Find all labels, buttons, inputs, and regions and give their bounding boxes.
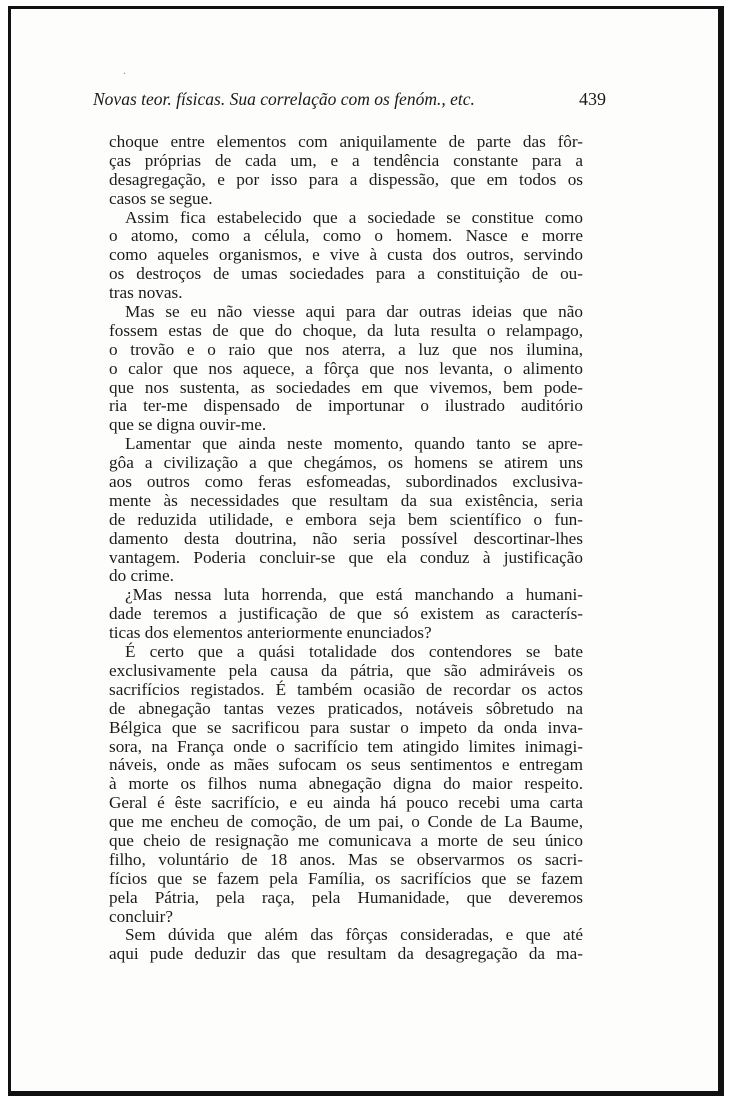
print-speck: ·: [123, 69, 127, 80]
text-line: ticas dos elementos anteriormente enunciados?: [109, 623, 432, 643]
text-line: como aqueles organismos, e vive à custa dos outros, servindo: [109, 245, 583, 265]
text-line: Lamentar que ainda neste momento, quando tanto se apre-: [125, 434, 583, 454]
text-line: damento desta doutrina, não seria possível descortinar-lhes: [109, 528, 583, 548]
text-line: Sem dúvida que além das fôrças consideradas, e que até: [125, 925, 583, 945]
text-line: Assim fica estabelecido que a sociedade se constitue como: [125, 207, 583, 227]
text-line: sora, na França onde o sacrifício tem atingido limites inimagi-: [109, 736, 583, 756]
text-line: filho, voluntário de 18 anos. Mas se observarmos os sacri-: [109, 849, 583, 869]
text-line: ria ter-me dispensado de importunar o ilustrado auditório: [109, 396, 583, 416]
text-line: mente às necessidades que resultam da sua existência, seria: [109, 490, 583, 510]
text-line: exclusivamente pela causa da pátria, que são admiráveis os: [109, 660, 583, 680]
text-line: ças próprias de cada um, e a tendência constante para a: [109, 150, 583, 170]
text-line: de abnegação tantas vezes praticados, notáveis sôbretudo na: [109, 698, 583, 718]
text-line: Bélgica que se sacrificou para sustar o impeto da onda inva-: [109, 717, 583, 737]
text-line: desagregação, e por isso para a dispessão, que em todos os: [109, 169, 583, 189]
text-line: que me encheu de comoção, de um pai, o Conde de La Baume,: [109, 812, 583, 832]
page-number: 439: [579, 89, 606, 109]
text-line: ¿Mas nessa luta horrenda, que está manchando a humani-: [125, 585, 583, 605]
text-line: náveis, onde as mães sufocam os seus sentimentos e entregam: [109, 755, 583, 775]
text-line: de reduzida utilidade, e embora seja bem scientífico o fun-: [109, 509, 583, 529]
text-line: que cheio de resignação me comunicava a morte de seu único: [109, 830, 583, 850]
text-line: dade teremos a justificação de que só existem as caracterís-: [109, 604, 583, 624]
text-line: casos se segue.: [109, 188, 213, 208]
body-text: [109, 133, 583, 964]
text-line: o calor que nos aquece, a fôrça que nos levanta, o alimento: [109, 358, 583, 378]
text-line: os destroços de umas sociedades para a constituição de ou-: [109, 264, 583, 284]
text-line: do crime.: [109, 566, 174, 586]
text-line: Geral é êste sacrifício, e eu ainda há pouco recebi uma carta: [109, 793, 583, 813]
text-line: que se digna ouvir-me.: [109, 415, 267, 435]
text-line: Mas se eu não viesse aqui para dar outras ideias que não: [125, 302, 583, 322]
text-line: fossem estas de que do choque, da luta resulta o relampago,: [109, 320, 583, 340]
text-line: aos outros como feras esfomeadas, subordinados exclusiva-: [109, 472, 583, 492]
text-line: que nos sustenta, as sociedades em que vivemos, bem pode-: [109, 377, 583, 397]
text-line: sacrifícios registados. É também ocasião de recordar os actos: [109, 679, 583, 699]
text-line: fícios que se fazem pela Família, os sacrifícios que se fazem: [109, 868, 583, 888]
text-line: tras novas.: [109, 283, 183, 303]
text-line: vantagem. Poderia concluir-se que ela conduz à justificação: [109, 547, 583, 567]
text-line: choque entre elementos com aniquilamente de parte das fôr-: [109, 132, 583, 151]
text-line: pela Pátria, pela raça, pela Humanidade, que deveremos: [109, 887, 583, 907]
book-page: [8, 6, 724, 1096]
text-line: o trovão e o raio que nos aterra, a luz que nos ilumina,: [109, 339, 583, 359]
text-line: gôa a civilização a que chegámos, os homens se atirem uns: [109, 453, 583, 473]
text-line: É certo que a quási totalidade dos contendores se bate: [125, 642, 583, 662]
text-line: o atomo, como a célula, como o homem. Nasce e morre: [109, 226, 583, 246]
text-line: concluir?: [109, 906, 173, 926]
running-title: Novas teor. físicas. Sua correlação com os fenóm., etc.: [93, 89, 475, 109]
text-line: à morte os filhos numa abnegação digna do maior respeito.: [109, 774, 583, 794]
text-line: aqui pude deduzir das que resultam da desagregação da ma-: [109, 944, 583, 964]
